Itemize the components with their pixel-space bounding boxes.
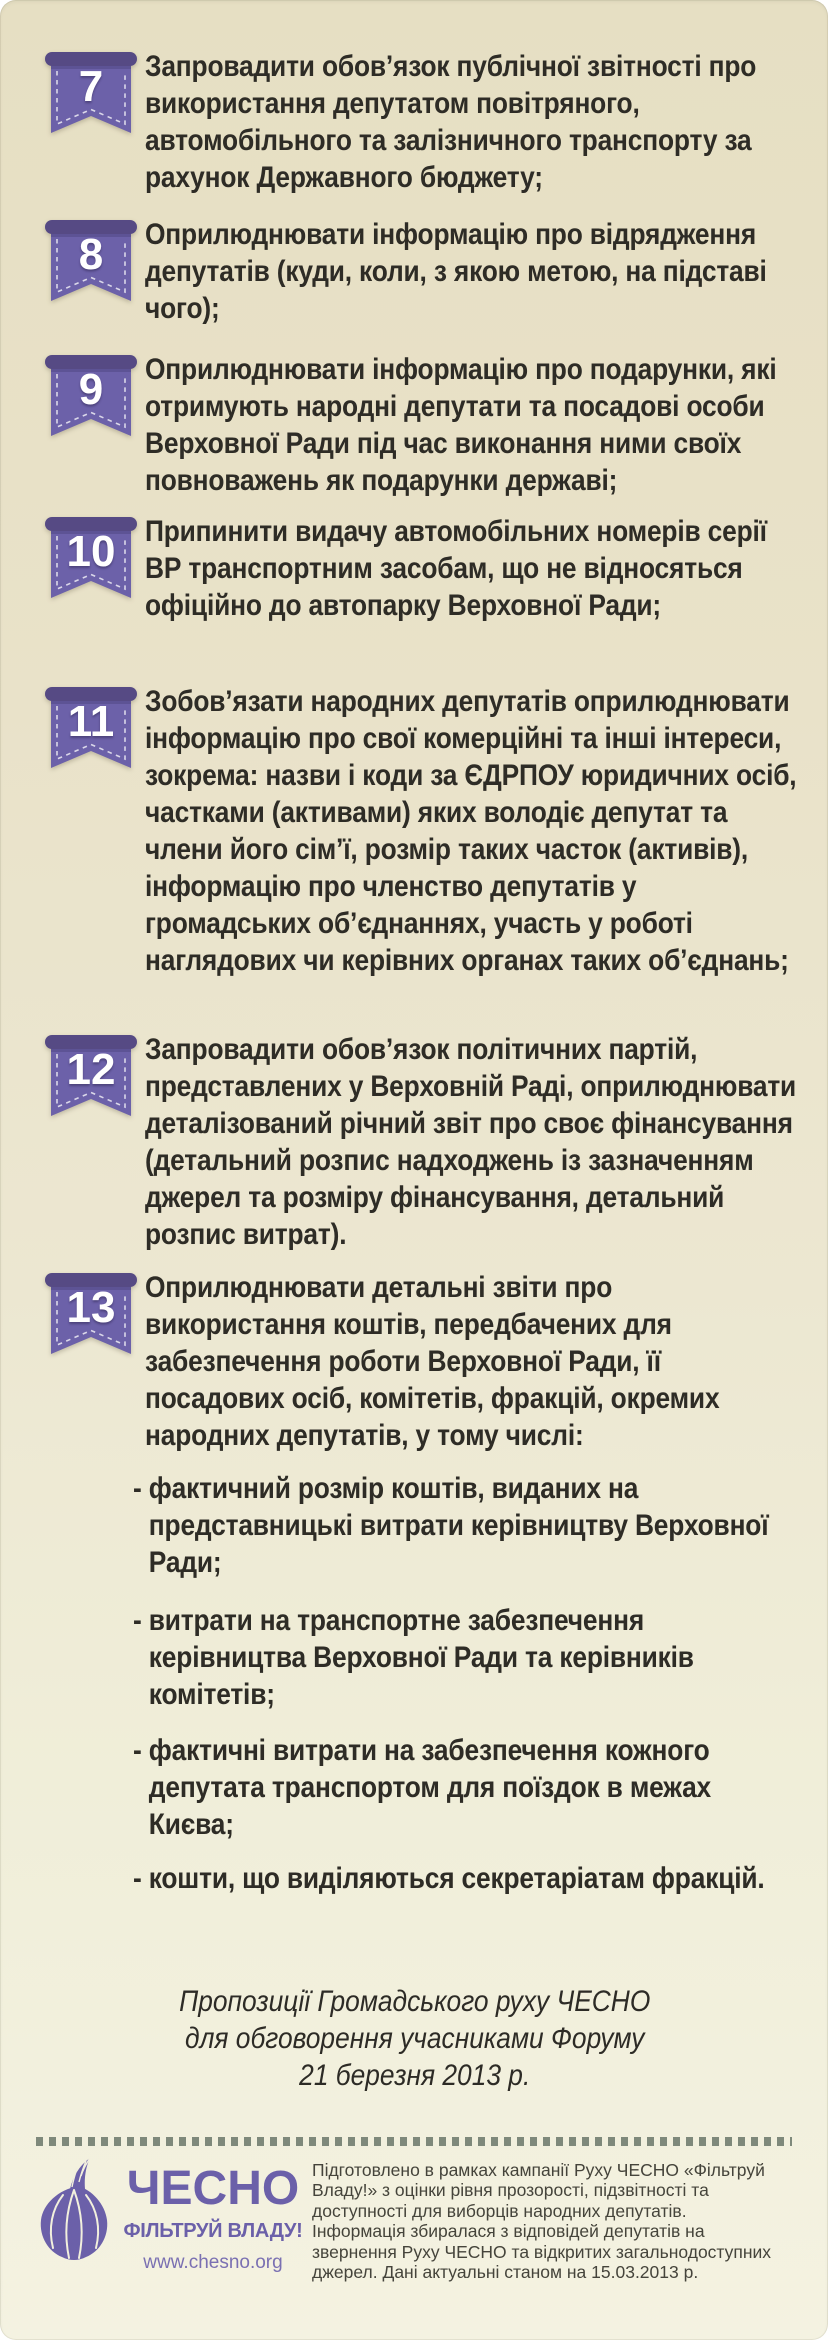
item-text: Оприлюднювати детальні звіти про використання коштів, передбачених для забезпечення роботи Верховної Ради, її посадових осіб, комітетів, фракцій, окремих народних депутатів, у тому числі: — [145, 1271, 720, 1452]
footer-about-text: Підготовлено в рамках кампанії Руху ЧЕСНО «Фільтруй Владу!» з оцінки рівня прозорості, підзвітності та доступності для виборців народних депутатів. Інформація збиралася з відповідей депутатів на звернення Руху ЧЕСНО та відкритих загальнодоступних джерел. Дані актуальні станом на 15.03.2013 р. — [312, 2160, 772, 2283]
proposal-note — [89, 1983, 740, 2094]
garlic-logo-icon — [26, 2156, 122, 2270]
sub-bullet: - кошти, що виділяються секретаріатам фракцій. — [133, 1862, 765, 1895]
item-text: Запровадити обов’язок політичних партій, представлених у Верховній Раді, оприлюднювати деталізований річний звіт про своє фінансування (детальний розпис надходжень із зазначенням джерел та розміру фінансування, детальний розпис витрат). — [145, 1033, 797, 1251]
item-text: Запровадити обов’язок публічної звітності про використання депутатом повітряного, автомобільного та залізничного транспорту за рахунок Державного бюджету; — [145, 50, 757, 194]
dotted-divider — [36, 2137, 792, 2146]
ribbon-bookmark-icon — [45, 517, 137, 601]
ribbon-bookmark-icon — [45, 1035, 137, 1119]
ribbon-bookmark-icon — [45, 1273, 137, 1357]
note-line: для обговорення учасниками Форуму — [185, 2022, 645, 2055]
item-number: 13 — [66, 1283, 116, 1332]
item-number: 11 — [67, 697, 115, 746]
item-number: 7 — [78, 62, 104, 111]
note-line: Пропозиції Громадського руху ЧЕСНО — [179, 1985, 651, 2018]
logo-title: ЧЕСНО — [126, 2162, 300, 2215]
logo-url-link[interactable]: www.chesno.org — [143, 2252, 283, 2273]
item-number: 8 — [78, 230, 104, 279]
note-line: 21 березня 2013 р. — [299, 2059, 531, 2092]
sub-bullet: - фактичні витрати на забезпечення кожного депутата транспортом для поїздок в межах Києва; — [133, 1734, 712, 1841]
sub-bullet: - витрати на транспортне забезпечення керівництва Верховної Ради та керівників комітетів; — [133, 1604, 694, 1711]
chesno-logo — [116, 2162, 310, 2274]
ribbon-bookmark-icon — [45, 355, 137, 439]
item-text: Зобов’язати народних депутатів оприлюднювати інформацію про свої комерційні та інші інтереси, зокрема: назви і коди за ЄДРПОУ юридичних осіб, частками (активами) яких володіє депутат та члени його сім’ї, розмір таких часток (активів), інформацію про членство депутатів у громадських об’єднаннях, участь у роботі наглядових чи керівних органах таких об’єднань; — [145, 685, 797, 977]
item-number: 12 — [66, 1045, 116, 1094]
item-number: 9 — [78, 365, 104, 414]
sub-bullet: - фактичний розмір коштів, виданих на представницькі витрати керівництву Верховної Ради; — [133, 1472, 769, 1579]
ribbon-bookmark-icon — [45, 220, 137, 304]
ribbon-bookmark-icon — [45, 687, 137, 771]
item-text: Оприлюднювати інформацію про подарунки, які отримують народні депутати та посадові особи Верховної Ради під час виконання ними своїх повноважень як подарунки державі; — [145, 353, 777, 497]
item-number: 10 — [66, 527, 116, 576]
logo-slogan: ФІЛЬТРУЙ ВЛАДУ! — [123, 2220, 303, 2242]
item-text: Припинити видачу автомобільних номерів серії ВР транспортним засобам, що не відносяться офіційно до автопарку Верховної Ради; — [145, 515, 767, 622]
ribbon-bookmark-icon — [45, 52, 137, 136]
item-text: Оприлюднювати інформацію про відрядження депутатів (куди, коли, з якою метою, на підставі чого); — [145, 218, 767, 325]
